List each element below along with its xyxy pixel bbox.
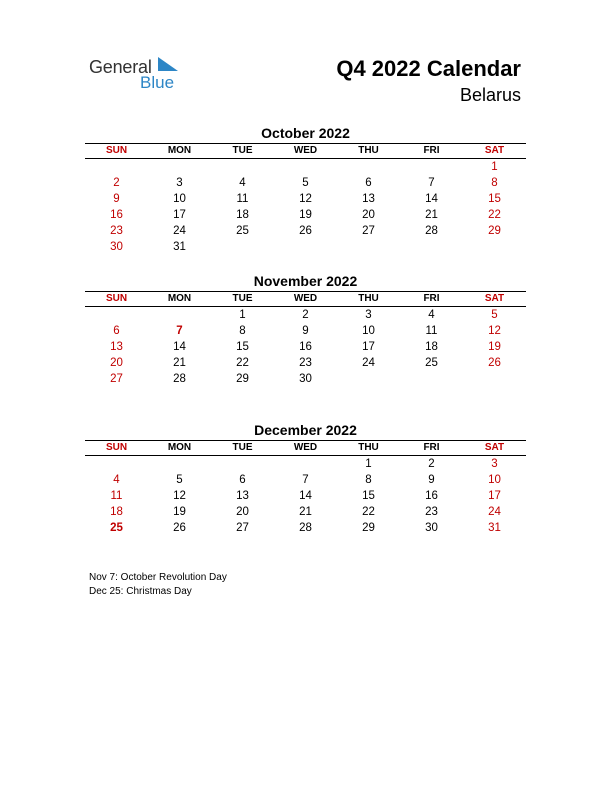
- day-cell: 2: [428, 458, 435, 470]
- day-cell: 5: [491, 309, 498, 321]
- day-cell: 21: [299, 506, 312, 518]
- week-row: [85, 355, 526, 371]
- day-cell: 21: [173, 357, 186, 369]
- day-cell: 4: [239, 177, 246, 189]
- weekday-mon: MON: [167, 442, 192, 453]
- weekday-wed: WED: [293, 442, 318, 453]
- day-cell: 15: [488, 193, 501, 205]
- day-cell: 12: [488, 325, 501, 337]
- day-cell: 6: [239, 474, 246, 486]
- day-cell: 1: [491, 161, 498, 173]
- weekday-header: [85, 440, 526, 456]
- day-cell: 7: [302, 474, 309, 486]
- day-cell: 31: [488, 522, 501, 534]
- day-cell: 10: [488, 474, 501, 486]
- empty-day-cell: [400, 159, 463, 175]
- empty-day-cell: [337, 159, 400, 175]
- empty-day-cell: [85, 456, 148, 472]
- weekday-mon: MON: [167, 293, 192, 304]
- day-cell: 10: [173, 193, 186, 205]
- weekday-thu: THU: [358, 293, 379, 304]
- day-cell: 9: [428, 474, 435, 486]
- day-cell: 1: [239, 309, 246, 321]
- day-cell: 27: [110, 373, 123, 385]
- empty-day-cell: [85, 159, 148, 175]
- day-cell: 3: [491, 458, 498, 470]
- day-cell: 8: [491, 177, 498, 189]
- logo-flag-icon: [158, 57, 178, 71]
- month-weeks: [85, 159, 526, 255]
- day-cell: 16: [299, 341, 312, 353]
- day-cell: 22: [488, 209, 501, 221]
- day-cell: 20: [362, 209, 375, 221]
- day-cell: 29: [362, 522, 375, 534]
- day-cell: 25: [236, 225, 249, 237]
- weekday-wed: WED: [293, 293, 318, 304]
- week-row: [85, 504, 526, 520]
- month-weeks: [85, 307, 526, 387]
- weekday-tue: TUE: [232, 293, 253, 304]
- day-cell: 19: [299, 209, 312, 221]
- empty-day-cell: [211, 456, 274, 472]
- empty-day-cell: [400, 371, 463, 387]
- day-cell: 30: [425, 522, 438, 534]
- day-cell: 29: [488, 225, 501, 237]
- day-cell: 20: [110, 357, 123, 369]
- day-cell: 21: [425, 209, 438, 221]
- empty-day-cell: [85, 307, 148, 323]
- weekday-mon: MON: [167, 145, 192, 156]
- weekday-tue: TUE: [232, 145, 253, 156]
- day-cell: 29: [236, 373, 249, 385]
- day-cell: 27: [236, 522, 249, 534]
- empty-day-cell: [211, 159, 274, 175]
- week-row: [85, 323, 526, 339]
- empty-day-cell: [463, 371, 526, 387]
- empty-day-cell: [274, 239, 337, 255]
- weekday-sun: SUN: [105, 442, 128, 453]
- day-cell: 11: [425, 325, 438, 337]
- day-cell: 17: [173, 209, 186, 221]
- day-cell: 28: [299, 522, 312, 534]
- week-row: [85, 159, 526, 175]
- day-cell: 27: [362, 225, 375, 237]
- day-cell: 22: [236, 357, 249, 369]
- day-cell: 25: [425, 357, 438, 369]
- week-row: [85, 456, 526, 472]
- day-cell: 14: [299, 490, 312, 502]
- week-row: [85, 520, 526, 536]
- day-cell: 4: [428, 309, 435, 321]
- week-row: [85, 175, 526, 191]
- day-cell: 31: [173, 241, 186, 253]
- holiday-notes: [89, 571, 227, 599]
- day-cell: 18: [110, 506, 123, 518]
- day-cell: 14: [173, 341, 186, 353]
- day-cell: 3: [365, 309, 372, 321]
- week-row: [85, 488, 526, 504]
- day-cell: 3: [176, 177, 183, 189]
- day-cell: 10: [362, 325, 375, 337]
- day-cell: 17: [362, 341, 375, 353]
- day-cell: 5: [302, 177, 309, 189]
- day-cell: 30: [299, 373, 312, 385]
- holiday-note: Nov 7: October Revolution Day: [89, 572, 227, 583]
- day-cell: 2: [302, 309, 309, 321]
- day-cell: 18: [425, 341, 438, 353]
- day-cell: 4: [113, 474, 120, 486]
- week-row: [85, 207, 526, 223]
- logo-text-blue: Blue: [140, 73, 175, 92]
- day-cell: 7: [428, 177, 435, 189]
- empty-day-cell: [148, 159, 211, 175]
- day-cell: 30: [110, 241, 123, 253]
- day-cell: 6: [113, 325, 120, 337]
- day-cell: 16: [110, 209, 123, 221]
- weekday-fri: FRI: [423, 442, 440, 453]
- weekday-wed: WED: [293, 145, 318, 156]
- day-cell: 16: [425, 490, 438, 502]
- month-title: December 2022: [254, 422, 357, 438]
- day-cell: 6: [365, 177, 372, 189]
- empty-day-cell: [463, 239, 526, 255]
- day-cell: 5: [176, 474, 183, 486]
- empty-day-cell: [400, 239, 463, 255]
- holiday-note: Dec 25: Christmas Day: [89, 586, 192, 597]
- weekday-sun: SUN: [105, 145, 128, 156]
- week-row: [85, 339, 526, 355]
- day-cell: 26: [488, 357, 501, 369]
- day-cell: 18: [236, 209, 249, 221]
- weekday-sat: SAT: [484, 145, 505, 156]
- day-cell: 11: [236, 193, 249, 205]
- weekday-fri: FRI: [423, 145, 440, 156]
- day-cell: 24: [362, 357, 375, 369]
- week-row: [85, 239, 526, 255]
- day-cell: 11: [110, 490, 123, 502]
- day-cell: 20: [236, 506, 249, 518]
- weekday-sun: SUN: [105, 293, 128, 304]
- empty-day-cell: [337, 239, 400, 255]
- day-cell: 19: [173, 506, 186, 518]
- weekday-fri: FRI: [423, 293, 440, 304]
- day-cell: 28: [425, 225, 438, 237]
- weekday-sat: SAT: [484, 442, 505, 453]
- day-cell: 22: [362, 506, 375, 518]
- month-block: [85, 124, 526, 255]
- country-name: Belarus: [459, 85, 521, 105]
- day-cell: 23: [299, 357, 312, 369]
- weekday-tue: TUE: [232, 442, 253, 453]
- empty-day-cell: [148, 307, 211, 323]
- logo-text-general: General: [89, 57, 152, 77]
- day-cell: 24: [173, 225, 186, 237]
- day-cell: 23: [110, 225, 123, 237]
- week-row: [85, 191, 526, 207]
- day-cell: 12: [299, 193, 312, 205]
- day-cell: 1: [365, 458, 372, 470]
- day-cell: 8: [239, 325, 246, 337]
- day-cell: 13: [362, 193, 375, 205]
- day-cell: 15: [362, 490, 375, 502]
- day-cell: 2: [113, 177, 120, 189]
- month-title: November 2022: [253, 273, 358, 289]
- weekday-sat: SAT: [484, 293, 505, 304]
- weekday-thu: THU: [358, 442, 379, 453]
- empty-day-cell: [274, 159, 337, 175]
- weekday-thu: THU: [358, 145, 379, 156]
- weekday-header: [85, 143, 526, 159]
- day-cell: 23: [425, 506, 438, 518]
- day-cell: 12: [173, 490, 186, 502]
- day-cell: 13: [236, 490, 249, 502]
- day-cell: 7: [176, 325, 183, 337]
- day-cell: 8: [365, 474, 372, 486]
- day-cell: 14: [425, 193, 438, 205]
- day-cell: 25: [110, 522, 123, 534]
- page-title: Q4 2022 Calendar: [336, 56, 521, 81]
- weekday-header: [85, 291, 526, 307]
- day-cell: 15: [236, 341, 249, 353]
- day-cell: 28: [173, 373, 186, 385]
- empty-day-cell: [148, 456, 211, 472]
- week-row: [85, 223, 526, 239]
- day-cell: 24: [488, 506, 501, 518]
- empty-day-cell: [274, 456, 337, 472]
- day-cell: 17: [488, 490, 501, 502]
- month-title: October 2022: [261, 125, 350, 141]
- day-cell: 9: [113, 193, 120, 205]
- week-row: [85, 307, 526, 323]
- month-block: [85, 272, 526, 387]
- logo: [89, 57, 189, 93]
- week-row: [85, 371, 526, 387]
- day-cell: 26: [173, 522, 186, 534]
- day-cell: 26: [299, 225, 312, 237]
- month-block: [85, 421, 526, 536]
- empty-day-cell: [337, 371, 400, 387]
- month-weeks: [85, 456, 526, 536]
- day-cell: 9: [302, 325, 309, 337]
- day-cell: 19: [488, 341, 501, 353]
- week-row: [85, 472, 526, 488]
- day-cell: 13: [110, 341, 123, 353]
- empty-day-cell: [211, 239, 274, 255]
